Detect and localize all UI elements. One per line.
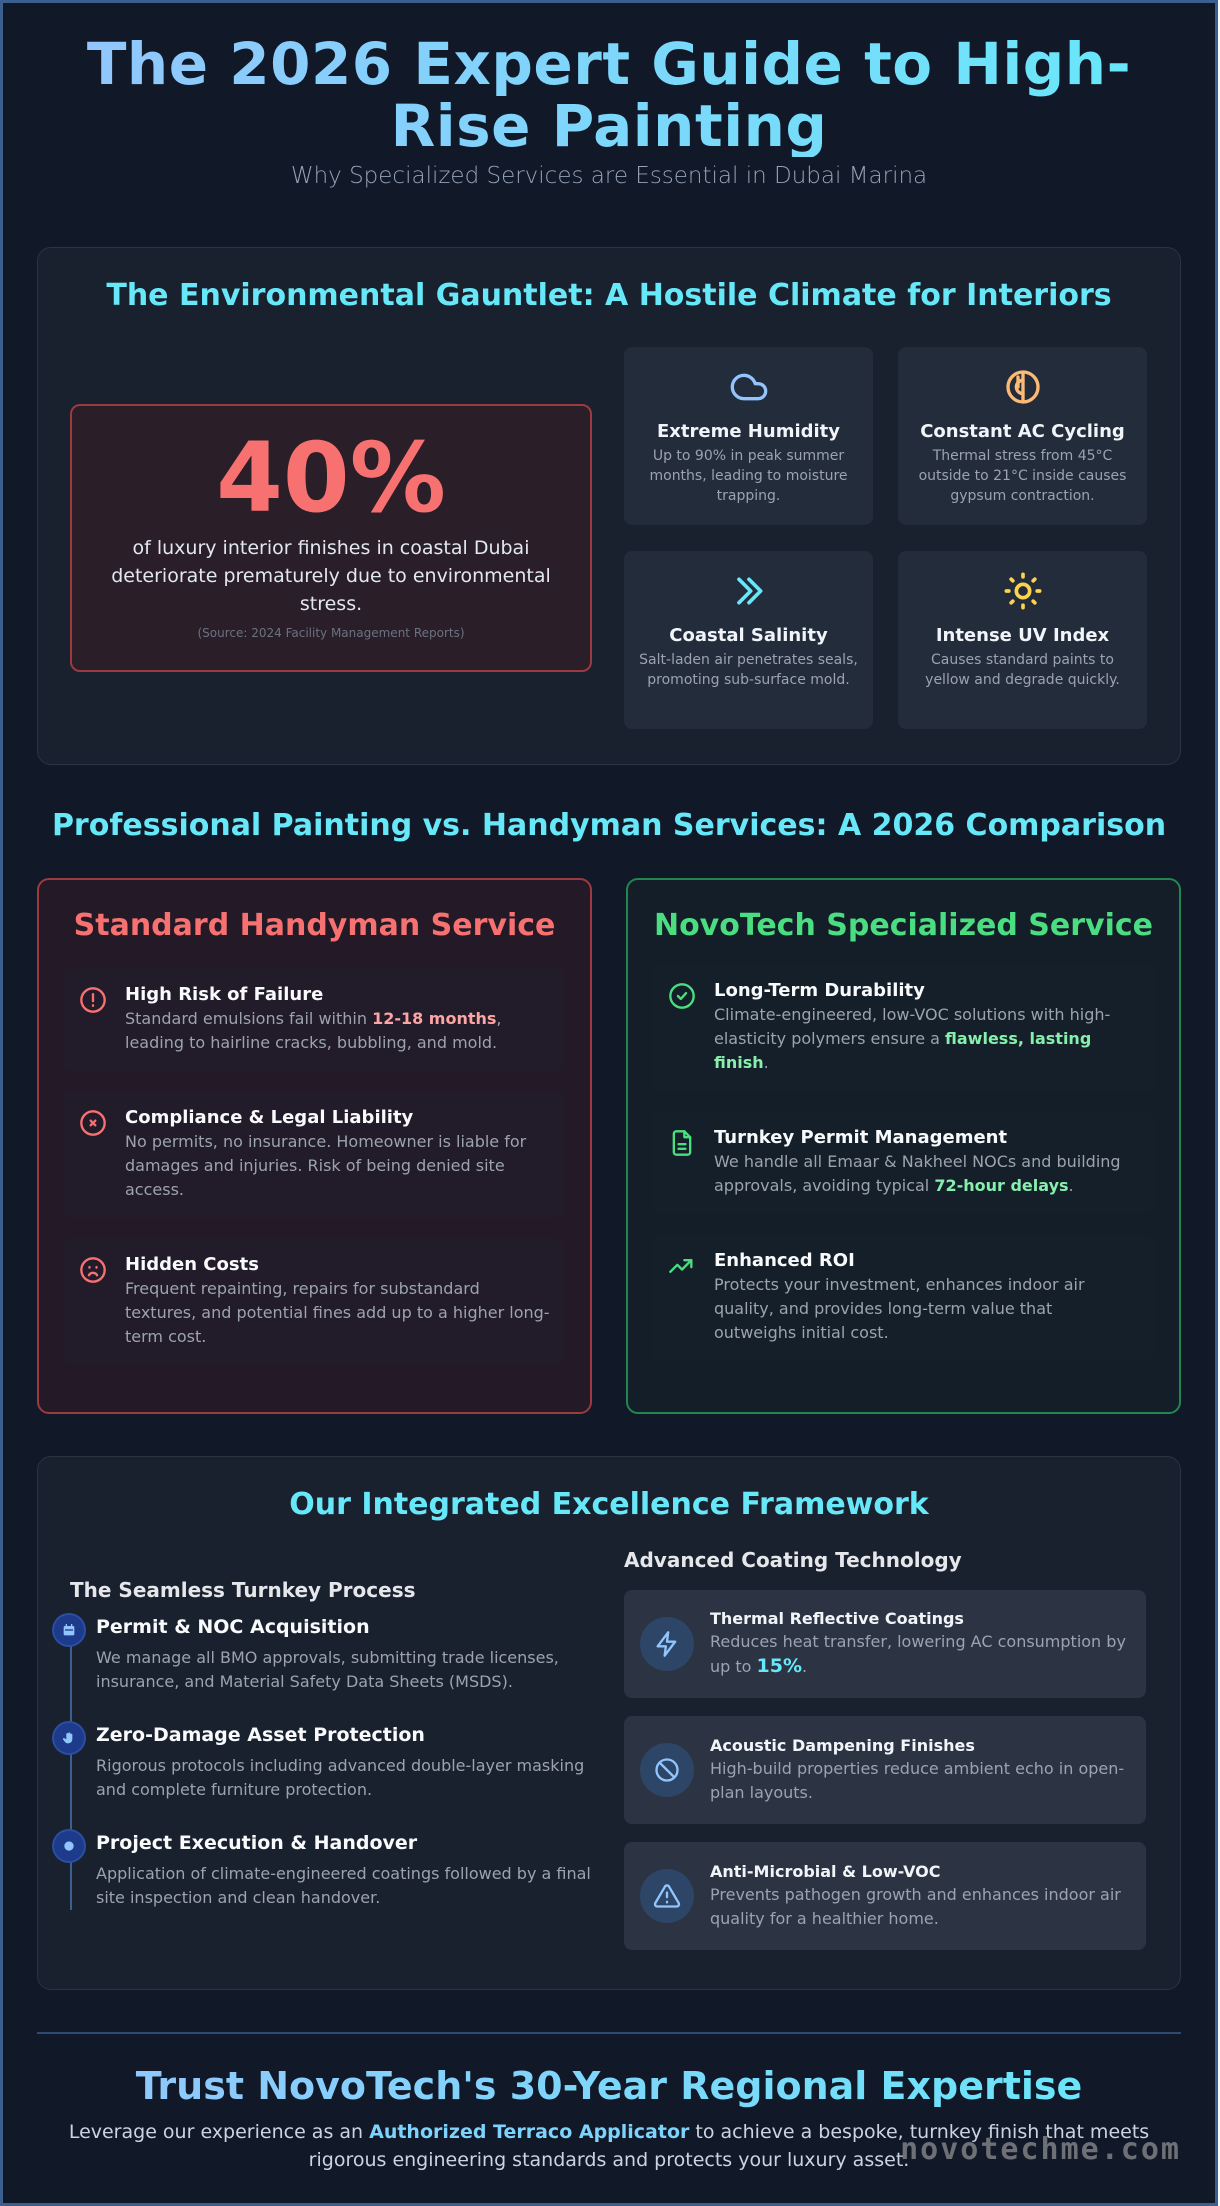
factor-card	[898, 347, 1147, 525]
step-description: We manage all BMO approvals, submitting trade licenses, insurance, and Material Safety Data Sheets (MSDS).	[96, 1648, 559, 1691]
technology-description: High-build properties reduce ambient echo in open-plan layouts.	[710, 1758, 1125, 1802]
item-title: Turnkey Permit Management	[714, 1127, 1008, 1148]
stat-source: (Source: 2024 Facility Management Reports)	[197, 626, 465, 640]
process-timeline	[70, 1616, 592, 1910]
sun-icon	[1003, 571, 1043, 611]
item-description: We handle all Emaar & Nakheel NOCs and building approvals, avoiding typical 72-hour delays.	[714, 1152, 1121, 1195]
page-subtitle: Why Specialized Services are Essential in Dubai Marina	[290, 163, 928, 189]
stat-value: 40%	[216, 422, 446, 534]
list-item	[652, 964, 1155, 1091]
process-column	[70, 1548, 592, 1950]
technology-title: Acoustic Dampening Finishes	[710, 1735, 975, 1755]
item-description: Frequent repainting, repairs for substandard textures, and potential fines add up to a higher long-term cost.	[125, 1279, 550, 1346]
factor-description: Thermal stress from 45°C outside to 21°C inside causes gypsum contraction.	[918, 448, 1127, 504]
step-title: Zero-Damage Asset Protection	[96, 1724, 425, 1746]
check-circle-icon	[668, 982, 696, 1010]
item-title: Hidden Costs	[125, 1254, 259, 1275]
handyman-column	[37, 878, 592, 1414]
trending-up-icon	[668, 1252, 696, 1280]
technology-card	[624, 1590, 1146, 1698]
technology-description: Prevents pathogen growth and enhances indoor air quality for a healthier home.	[710, 1884, 1121, 1928]
process-step	[96, 1616, 592, 1694]
list-item	[652, 1111, 1155, 1214]
stat-description: of luxury interior finishes in coastal Dubai deteriorate prematurely due to environmental stress.	[111, 537, 551, 615]
cloud-icon	[729, 367, 769, 407]
technology-card	[624, 1842, 1146, 1950]
file-text-icon	[668, 1129, 696, 1157]
step-description: Rigorous protocols including advanced double-layer masking and complete furniture protection.	[96, 1756, 585, 1799]
highlight-text: 12-18 months	[372, 1009, 497, 1028]
factor-description: Causes standard paints to yellow and degrade quickly.	[925, 652, 1120, 688]
list-item	[63, 1238, 566, 1365]
factor-title: Extreme Humidity	[656, 421, 841, 442]
item-description: No permits, no insurance. Homeowner is liable for damages and injuries. Risk of being denied site access.	[125, 1132, 527, 1199]
item-title: Long-Term Durability	[714, 980, 925, 1001]
step-title: Permit & NOC Acquisition	[96, 1616, 370, 1638]
step-description: Application of climate-engineered coatings followed by a final site inspection and clean handover.	[96, 1864, 591, 1907]
column-heading: NovoTech Specialized Service	[653, 908, 1154, 943]
item-title: High Risk of Failure	[125, 984, 324, 1005]
zap-icon	[653, 1630, 681, 1658]
slash-circle-icon	[653, 1756, 681, 1784]
technology-column	[624, 1548, 1146, 1950]
factor-card	[624, 347, 873, 525]
technology-description: Reduces heat transfer, lowering AC consumption by up to 15%.	[710, 1632, 1126, 1677]
technology-title: Anti-Microbial & Low-VOC	[710, 1861, 941, 1881]
calendar-icon	[61, 1622, 77, 1638]
environment-section	[37, 247, 1181, 765]
step-title: Project Execution & Handover	[96, 1832, 418, 1854]
section-title: Our Integrated Excellence Framework	[289, 1487, 929, 1522]
section-divider	[37, 2032, 1181, 2034]
technology-heading: Advanced Coating Technology	[624, 1548, 962, 1572]
item-description: Protects your investment, enhances indoor air quality, and provides long-term value that outweighs initial cost.	[714, 1275, 1085, 1342]
process-step	[96, 1724, 592, 1802]
page-title: The 2026 Expert Guide to High-Rise Painting	[37, 33, 1181, 157]
warning-triangle-icon	[653, 1882, 681, 1910]
item-description: Climate-engineered, low-VOC solutions with high-elasticity polymers ensure a flawless, lasting finish.	[714, 1005, 1111, 1072]
item-title: Compliance & Legal Liability	[125, 1107, 414, 1128]
highlight-text: 15%	[756, 1655, 803, 1677]
technology-title: Thermal Reflective Coatings	[710, 1609, 964, 1628]
factor-grid	[624, 347, 1147, 729]
factor-title: Intense UV Index	[935, 625, 1110, 646]
hand-icon	[61, 1730, 77, 1746]
dot-icon	[61, 1838, 77, 1854]
item-description: Standard emulsions fail within 12-18 months, leading to hairline cracks, bubbling, and mold.	[125, 1009, 502, 1052]
factor-description: Up to 90% in peak summer months, leading to moisture trapping.	[649, 448, 848, 504]
factor-title: Constant AC Cycling	[920, 421, 1125, 442]
section-title: The Environmental Gauntlet: A Hostile Climate for Interiors	[106, 278, 1112, 313]
hero	[37, 3, 1181, 189]
alert-circle-icon	[79, 986, 107, 1014]
factor-card	[624, 551, 873, 729]
chevrons-right-icon	[729, 571, 769, 611]
cta-title: Trust NovoTech's 30-Year Regional Expertise	[37, 2064, 1181, 2108]
x-circle-icon	[79, 1109, 107, 1137]
novotech-column	[626, 878, 1181, 1414]
factor-description: Salt-laden air penetrates seals, promoting sub-surface mold.	[639, 652, 858, 688]
timeline-line	[70, 1630, 72, 1910]
list-item	[63, 968, 566, 1071]
stat-card	[70, 404, 592, 672]
thermal-cycle-icon	[1003, 367, 1043, 407]
factor-title: Coastal Salinity	[669, 625, 828, 646]
framework-section	[37, 1456, 1181, 1990]
column-heading: Standard Handyman Service	[73, 908, 556, 943]
factor-card	[898, 551, 1147, 729]
highlight-text: flawless, lasting finish	[714, 1029, 1092, 1072]
comparison-title: Professional Painting vs. Handyman Services: A 2026 Comparison	[51, 808, 1167, 843]
process-step	[96, 1832, 592, 1910]
list-item	[63, 1091, 566, 1218]
process-heading: The Seamless Turnkey Process	[70, 1578, 416, 1602]
cta-text: Leverage our experience as an Authorized Terraco Applicator to achieve a bespoke, turnkey finish that meets rigorous engineering standards and protects your luxury asset.	[68, 2121, 1150, 2171]
list-item	[652, 1234, 1155, 1361]
comparison-section	[37, 878, 1181, 1414]
watermark: novotechme.com	[900, 2132, 1181, 2167]
item-title: Enhanced ROI	[714, 1250, 855, 1271]
frown-icon	[79, 1256, 107, 1284]
highlight-text: Authorized Terraco Applicator	[369, 2121, 690, 2143]
technology-card	[624, 1716, 1146, 1824]
highlight-text: 72-hour delays	[934, 1176, 1069, 1195]
